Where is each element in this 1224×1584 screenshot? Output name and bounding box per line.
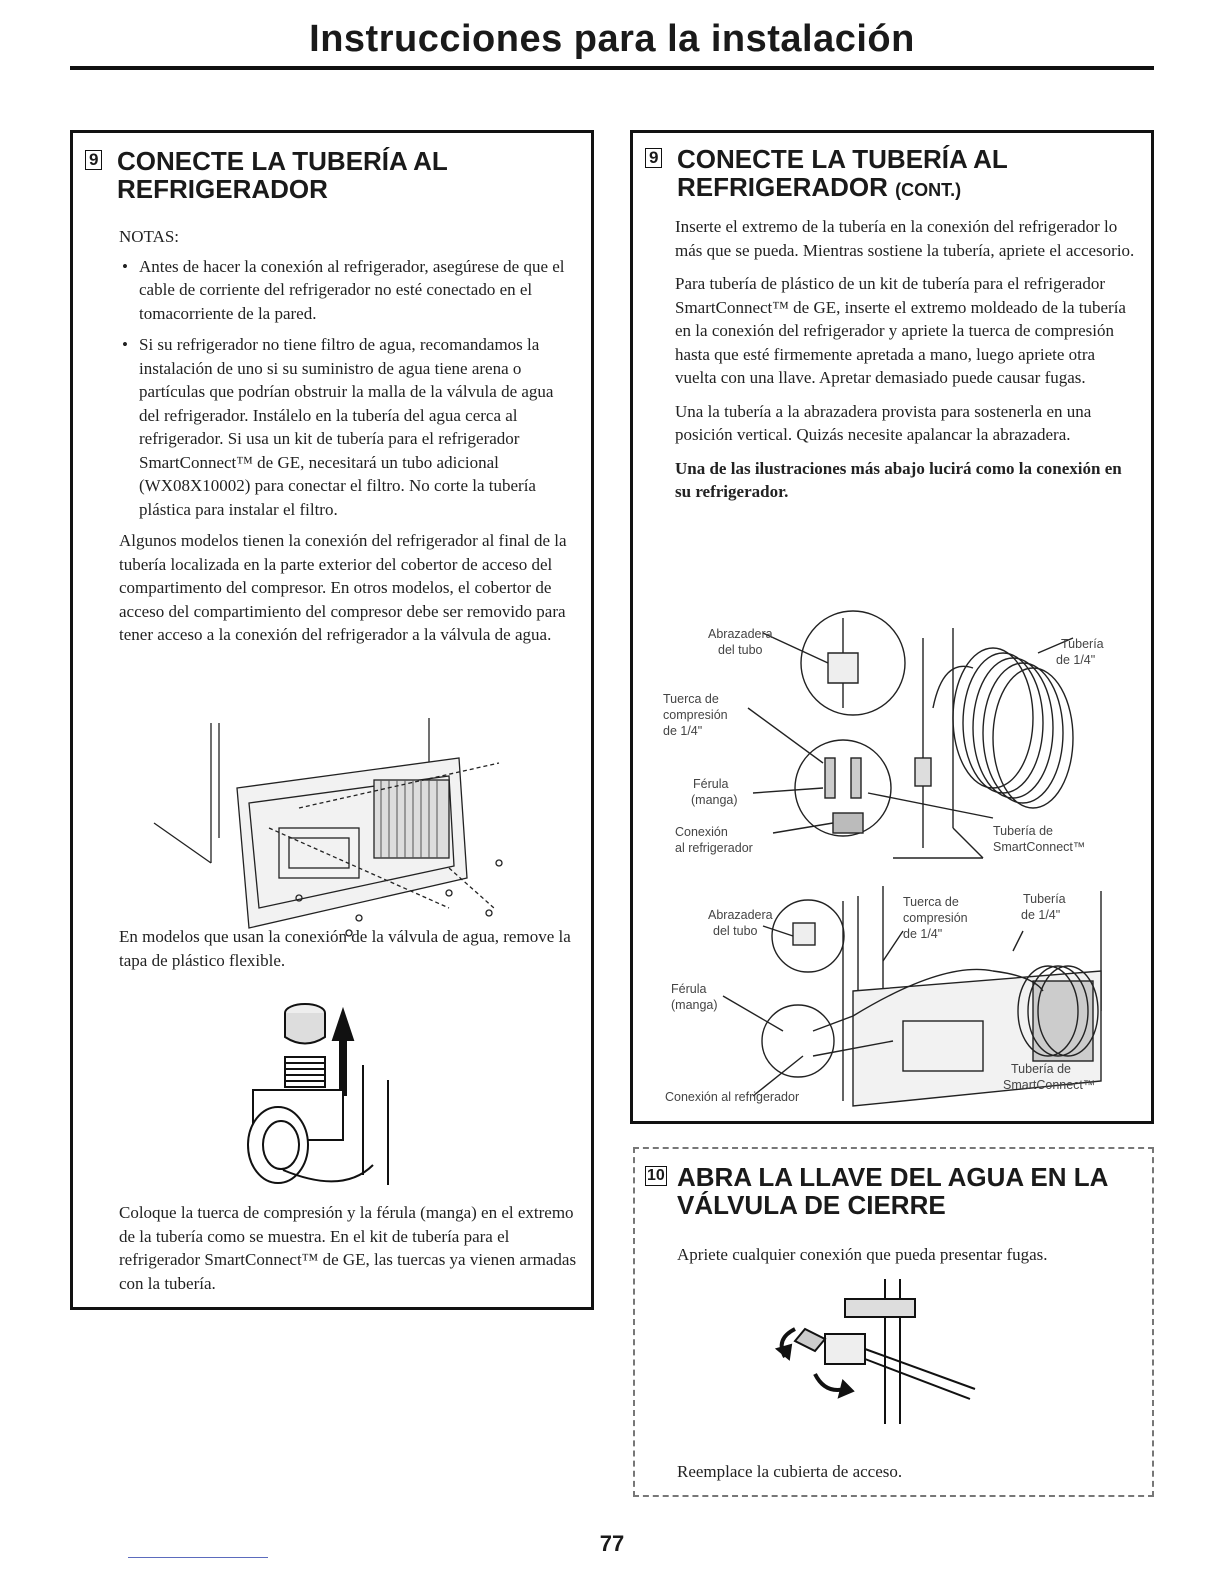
footer-line — [128, 1557, 268, 1558]
paragraph: Para tubería de plástico de un kit de tubería para el refrigerador SmartConnect™ de GE, inserte el extremo moldeado de la tubería en la conexión del refrigerador y apriete la tuerca de compresión hasta que esté firmemente apretada a mano, luego apriete otra vuelta con una llave. Apretar demasiado puede causar fugas. — [675, 274, 1126, 387]
step-number: 9 — [85, 150, 102, 170]
note-item: • Si su refrigerador no tiene filtro de agua, recomandamos la instalación de uno si su suministro de agua tiene arena o partículas que podrían obstruir la malla de la válvula de agua del refrigerador. Instálelo en la tubería del agua cerca al refrigerador. Si usa un kit de tubería para el refrigerador SmartConnect™ de GE, necesitará un tubo adicional (WX08X10002) para conectar el filtro. No corte la tubería plástica para instalar el filtro. — [139, 333, 574, 521]
label-tube-2: de 1/4" — [1021, 908, 1061, 922]
step-number: 9 — [645, 148, 662, 168]
paragraph: Inserte el extremo de la tubería en la conexión del refrigerador lo más que se pueda. Mientras sostiene la tubería, apriete el accesorio. — [675, 217, 1135, 260]
label-nut-2: compresión — [663, 708, 728, 722]
section-title: CONECTE LA TUBERÍA AL REFRIGERADOR — [117, 146, 448, 204]
section-title: ABRA LA LLAVE DEL AGUA EN LA VÁLVULA DE CIERRE — [677, 1162, 1108, 1220]
label-smartconnect-2: SmartConnect™ — [993, 840, 1086, 854]
label-clamp: Abrazadera — [708, 627, 773, 641]
page-title: Instrucciones para la instalación — [309, 18, 915, 60]
paragraph: Apriete cualquier conexión que pueda presentar fugas. — [677, 1245, 1048, 1264]
label-ferrule-2: (manga) — [671, 998, 718, 1012]
section-connect-tubing — [70, 130, 594, 1310]
valve-cap-illustration — [223, 995, 473, 1215]
bold-note: Una de las ilustraciones más abajo lucirá como la conexión en su refrigerador. — [675, 458, 1122, 501]
label-clamp-2: del tubo — [713, 924, 758, 938]
label-ferrule-2: (manga) — [691, 793, 738, 807]
section-open-water-valve — [633, 1147, 1154, 1497]
label-clamp: Abrazadera — [708, 908, 773, 922]
label-clamp-2: del tubo — [718, 643, 763, 657]
notes-list — [119, 255, 574, 522]
label-smartconnect-2: SmartConnect™ — [1003, 1078, 1096, 1092]
label-tube: Tubería — [1061, 637, 1104, 651]
paragraph: Una la tubería a la abrazadera provista para sostenerla en una posición vertical. Quizás necesite apalancar la abrazadera. — [675, 401, 1092, 444]
label-nut: Tuerca de — [663, 692, 719, 706]
label-smartconnect: Tubería de — [1011, 1062, 1071, 1076]
label-connection: Conexión al refrigerador — [665, 1090, 800, 1104]
step-number: 10 — [647, 1167, 665, 1184]
section-title-text: CONECTE LA TUBERÍA AL REFRIGERADOR — [677, 144, 1008, 202]
paragraph: Algunos modelos tienen la conexión del refrigerador al final de la tubería localizada en la parte exterior del cobertor de acceso del compartimento del compresor. En otros modelos, el cobertor de acceso del compartimiento del compresor debe ser removido para tener acceso a la conexión del refrigerador a la válvula de agua. — [119, 531, 567, 644]
access-cover-illustration — [149, 718, 519, 938]
label-tube-2: de 1/4" — [1056, 653, 1096, 667]
section-connect-tubing-cont — [630, 130, 1154, 1124]
shutoff-valve-illustration — [755, 1279, 985, 1429]
section-title — [677, 145, 1117, 204]
label-nut-2: compresión — [903, 911, 968, 925]
page-number: 77 — [599, 1531, 625, 1556]
label-smartconnect: Tubería de — [993, 824, 1053, 838]
text-block — [675, 215, 1135, 514]
label-nut: Tuerca de — [903, 895, 959, 909]
paragraph: En modelos que usan la conexión de la válvula de agua, remove la tapa de plástico flexible. — [119, 927, 571, 970]
connection-diagram-2 — [653, 881, 1133, 1113]
paragraph: Coloque la tuerca de compresión y la férula (manga) en el extremo de la tubería como se muestra. En el kit de tubería para el refrigerador SmartConnect™ de GE, las tuercas ya vienen armadas con la tubería. — [119, 1203, 577, 1293]
label-ferrule: Férula — [671, 982, 707, 996]
paragraph: Reemplace la cubierta de acceso. — [677, 1462, 903, 1481]
label-ferrule: Férula — [693, 777, 729, 791]
notes-title: NOTAS: — [119, 227, 180, 246]
cont-label: (CONT.) — [895, 180, 962, 200]
connection-diagram-1 — [653, 608, 1133, 868]
label-connection-2: al refrigerador — [675, 841, 753, 855]
note-item: • Antes de hacer la conexión al refrigerador, asegúrese de que el cable de corriente del refrigerador no esté conectado en el tomacorriente de la pared. — [139, 255, 574, 326]
label-connection: Conexión — [675, 825, 728, 839]
label-nut-3: de 1/4" — [663, 724, 703, 738]
notes-block — [119, 225, 574, 657]
label-tube: Tubería — [1023, 892, 1066, 906]
label-nut-3: de 1/4" — [903, 927, 943, 941]
title-rule — [70, 66, 1154, 70]
